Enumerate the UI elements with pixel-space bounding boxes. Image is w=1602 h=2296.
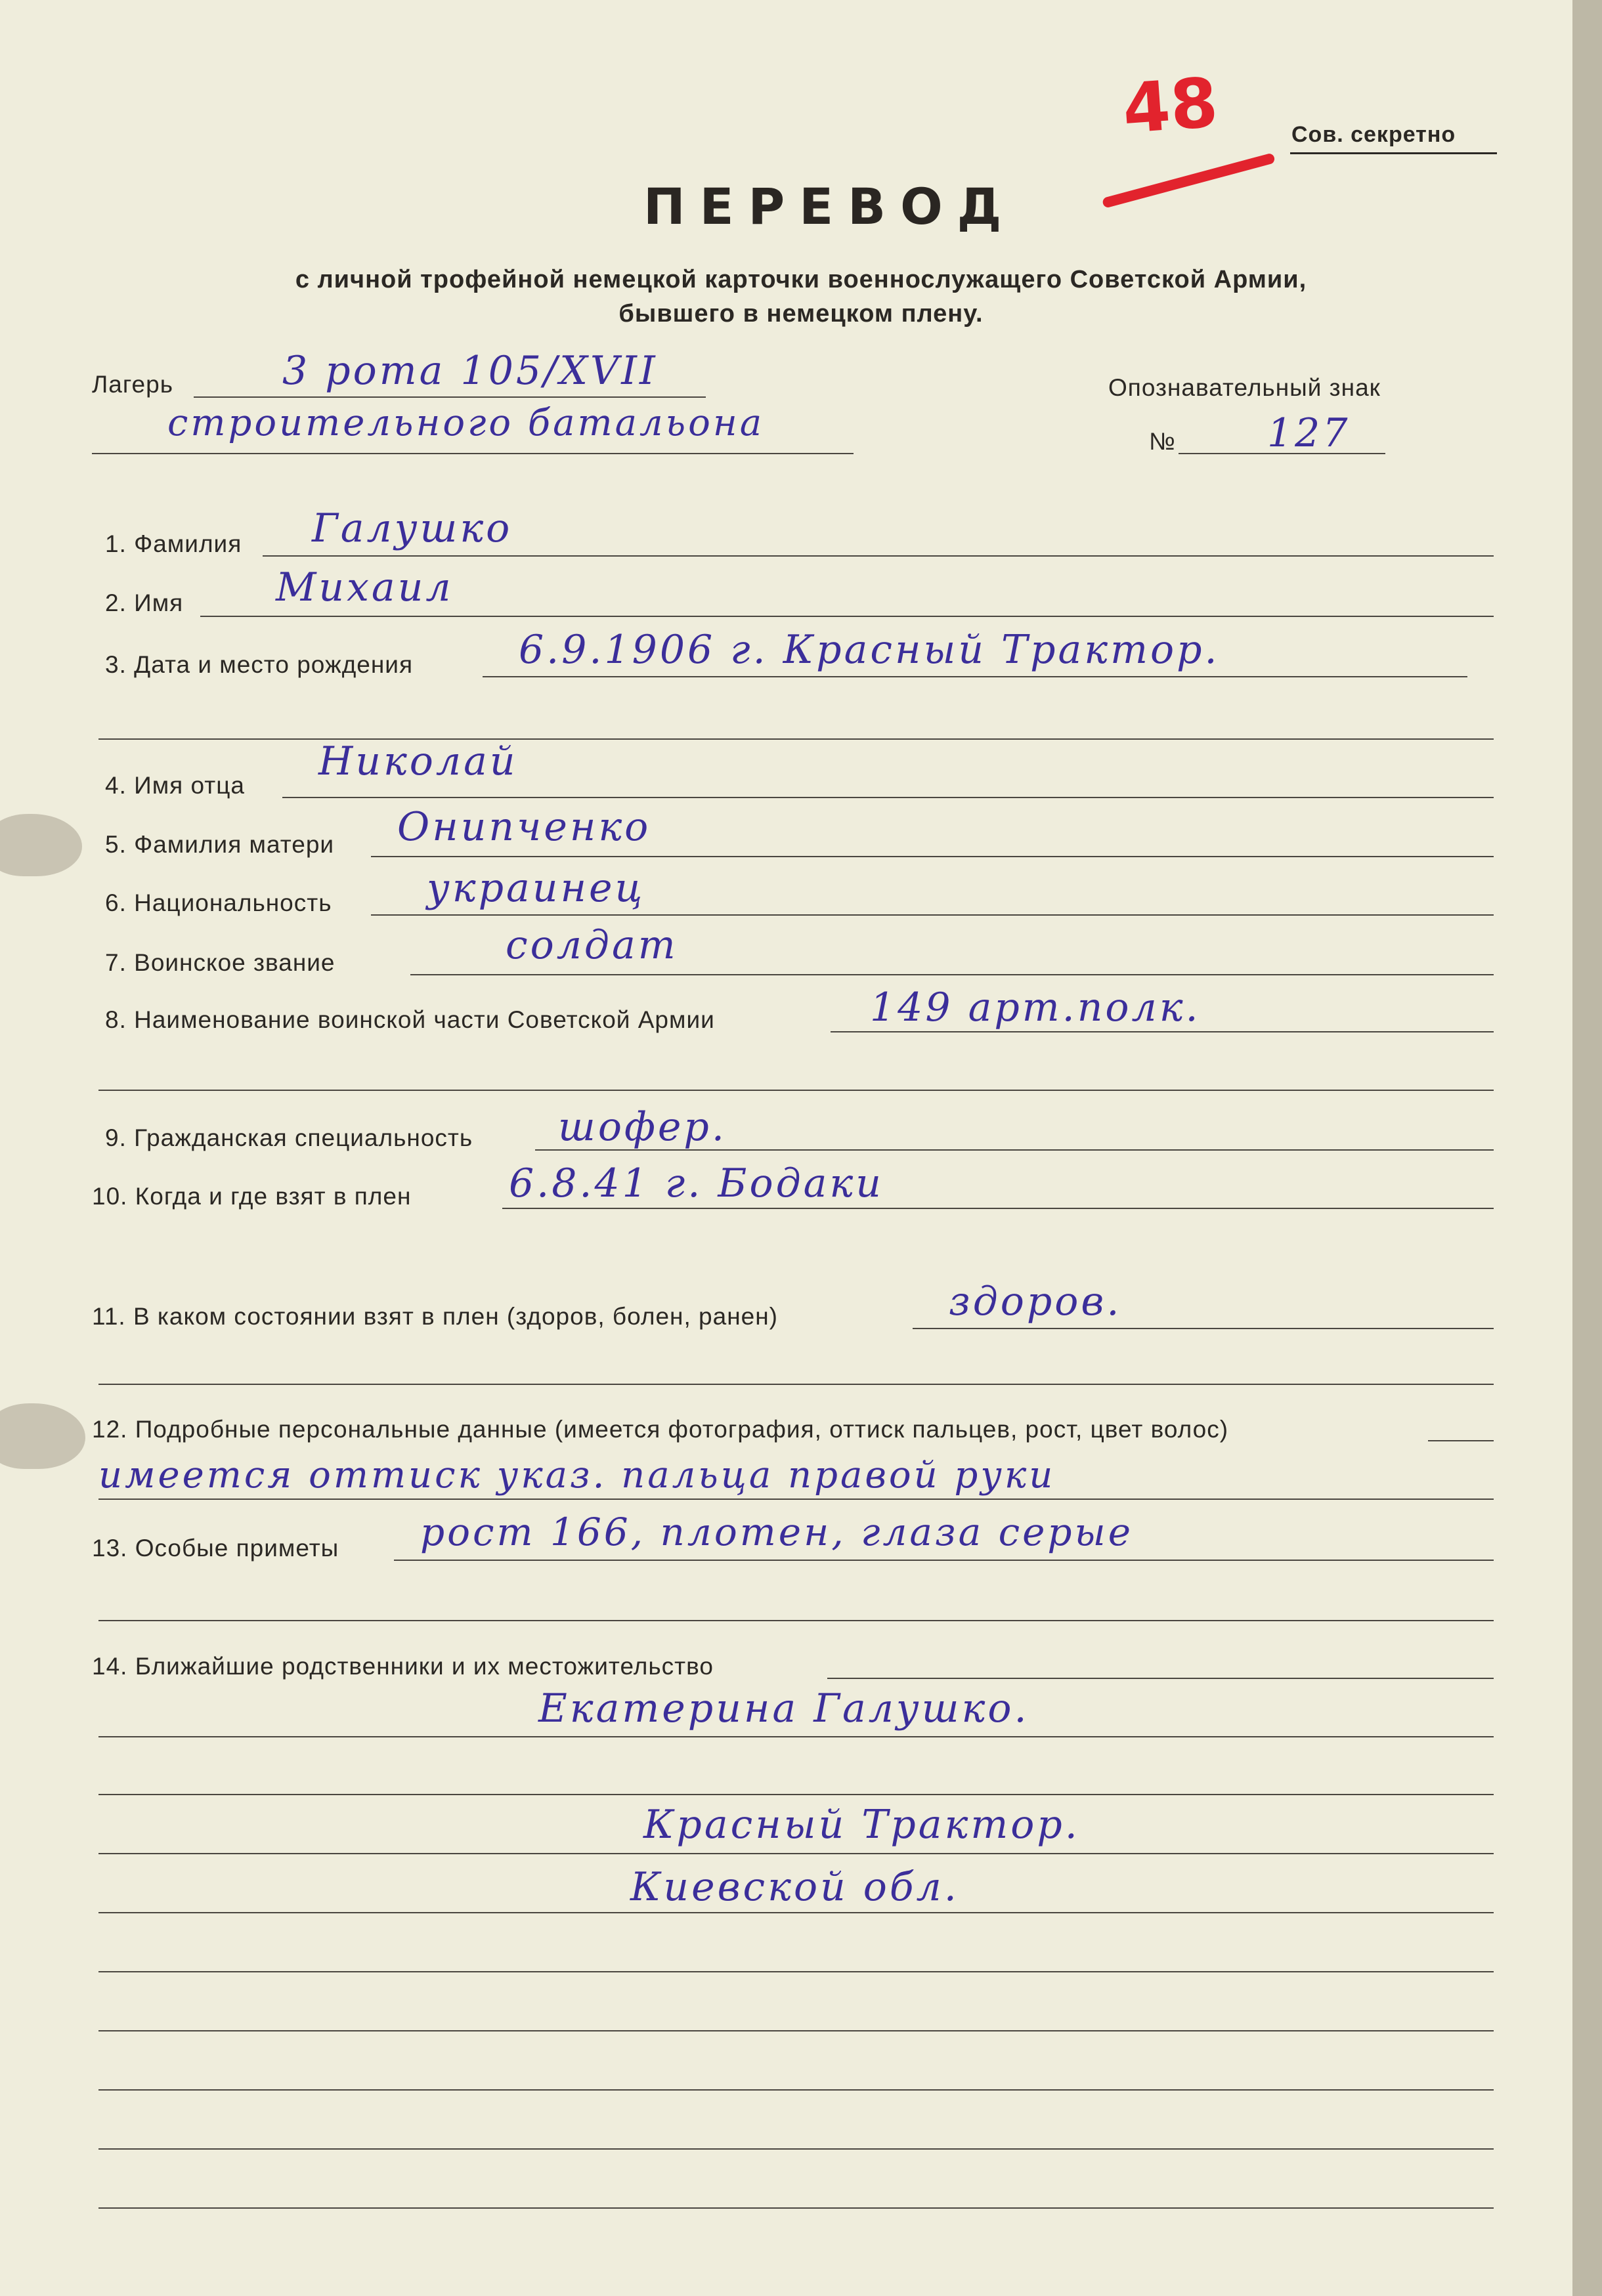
document-subtitle xyxy=(197,263,1405,331)
field-10-underline xyxy=(502,1208,1494,1209)
field-10-label: 10. Когда и где взят в плен xyxy=(92,1183,412,1210)
field-14-underline-4 xyxy=(98,1853,1494,1854)
field-12-label: 12. Подробные персональные данные (имеется фотография, оттиск пальцев, рост, цвет волос) xyxy=(92,1416,1229,1443)
document-title: ПЕРЕВОД xyxy=(643,177,1016,236)
camp-value-line-1: 3 рота 105/XVII xyxy=(282,348,658,394)
field-12-underline xyxy=(1428,1440,1494,1441)
field-10-value: 6.8.41 г. Бодаки xyxy=(509,1160,884,1206)
classification-label: Сов. секретно xyxy=(1291,122,1456,147)
blank-line-3 xyxy=(98,2089,1494,2091)
field-5-underline xyxy=(371,856,1494,857)
field-3-label: 3. Дата и место рождения xyxy=(105,651,413,678)
field-3-value: 6.9.1906 г. Красный Трактор. xyxy=(519,627,1220,673)
classification-underline xyxy=(1290,152,1497,154)
field-11-value: здоров. xyxy=(949,1279,1122,1325)
blank-line-4 xyxy=(98,2148,1494,2150)
camp-label: Лагерь xyxy=(92,371,173,398)
field-2-label: 2. Имя xyxy=(105,589,184,616)
id-tag-label: Опознавательный знак xyxy=(1108,374,1381,401)
subtitle-line-2: бывшего в немецком плену. xyxy=(618,300,984,328)
field-13-label: 13. Особые приметы xyxy=(92,1535,339,1562)
field-1-underline xyxy=(263,555,1494,557)
field-4-value: Николай xyxy=(318,738,518,784)
field-14-underline xyxy=(827,1678,1494,1679)
field-7-label: 7. Воинское звание xyxy=(105,949,336,976)
field-1-value: Галушко xyxy=(312,505,513,551)
punch-hole-top xyxy=(0,814,82,876)
field-13-value: рост 166, плотен, глаза серые xyxy=(420,1510,1134,1554)
field-14-value-line-3: Киевской обл. xyxy=(630,1864,959,1910)
field-6-label: 6. Национальность xyxy=(105,889,332,916)
field-11-underline xyxy=(913,1328,1494,1329)
field-12-underline-2 xyxy=(98,1499,1494,1500)
subtitle-line-1: с личной трофейной немецкой карточки военнослужащего Советской Армии, xyxy=(295,266,1307,293)
field-13-underline-2 xyxy=(98,1620,1494,1621)
blank-line-1 xyxy=(98,1971,1494,1972)
field-7-value: солдат xyxy=(506,922,678,968)
field-13-underline xyxy=(394,1560,1494,1561)
field-9-value: шофер. xyxy=(558,1104,727,1150)
field-14-underline-3 xyxy=(98,1794,1494,1795)
field-14-value-line-2: Красный Трактор. xyxy=(643,1802,1080,1848)
field-14-value-line-1: Екатерина Галушко. xyxy=(538,1686,1029,1732)
field-5-label: 5. Фамилия матери xyxy=(105,831,335,858)
field-9-label: 9. Гражданская специальность xyxy=(105,1124,473,1151)
field-4-underline xyxy=(282,797,1494,798)
field-12-value: имеется оттиск указ. пальца правой руки xyxy=(98,1454,1056,1497)
field-3-underline-2 xyxy=(98,738,1494,740)
field-8-value: 149 арт.полк. xyxy=(870,985,1201,1031)
field-14-underline-2 xyxy=(98,1736,1494,1737)
field-8-label: 8. Наименование воинской части Советской Армии xyxy=(105,1006,715,1033)
red-stamp-stroke xyxy=(1102,152,1276,208)
camp-underline-2 xyxy=(92,453,854,454)
camp-value-line-2: строительного батальона xyxy=(167,402,765,444)
field-2-value: Михаил xyxy=(276,564,454,610)
field-4-label: 4. Имя отца xyxy=(105,772,245,799)
field-6-underline xyxy=(371,914,1494,916)
field-11-label: 11. В каком состоянии взят в плен (здоров, болен, ранен) xyxy=(92,1303,778,1330)
blank-line-2 xyxy=(98,2030,1494,2031)
red-stamp-number: 48 xyxy=(1119,62,1221,149)
field-1-label: 1. Фамилия xyxy=(105,530,242,557)
field-6-value: украинец xyxy=(427,865,645,911)
field-14-underline-5 xyxy=(98,1912,1494,1913)
id-tag-value: 127 xyxy=(1267,410,1351,456)
field-14-label: 14. Ближайшие родственники и их местожительство xyxy=(92,1653,714,1680)
field-8-underline-2 xyxy=(98,1090,1494,1091)
field-11-underline-2 xyxy=(98,1384,1494,1385)
field-7-underline xyxy=(410,974,1494,975)
id-tag-number-label: № xyxy=(1149,428,1176,455)
field-2-underline xyxy=(200,616,1494,617)
punch-hole-bottom xyxy=(0,1403,85,1469)
field-5-value: Онипченко xyxy=(397,804,651,850)
blank-line-5 xyxy=(98,2207,1494,2209)
field-3-underline xyxy=(483,676,1467,677)
camp-underline-1 xyxy=(194,396,706,398)
field-8-underline xyxy=(831,1031,1494,1032)
